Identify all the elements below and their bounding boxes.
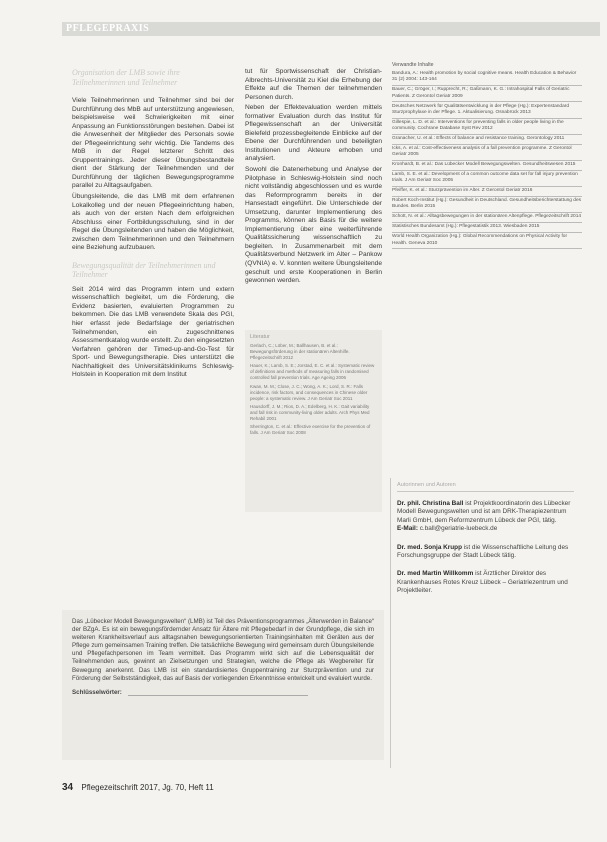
- keywords-value: [128, 695, 308, 696]
- paragraph: Viele Teilnehmerinnen und Teilnehmer sind bei der Durchführung des MbB auf unterstützung angewiesen, beispielsweise weil Schwierigkeiten mit einer Anpassung an Funktionsstörungen bestehen. Dabei ist die Anwesenheit der Mitglieder des Personals sowie der Pflegeeinrichtung sehr wichtig. Die Tandems des MbB in der Regel letzterer Schritt des Gruppentrainings. Jeder dieser Übungsbestandteile dient der Stärkung der Teilnehmenden und der Durchführung der täglichen Bewegungsprogramme parallel zu Alltagsaufgaben.: [72, 97, 234, 190]
- author-entry: [397, 544, 574, 561]
- paragraph: Neben der Effektevaluation werden mittels formativer Evaluation durch das Institut für Pflegewissenschaft an der Universität Bielefeld prozessbegleitende Einblicke auf der Ebene der Durchführenden und beteiligten Institutionen und Akteure erhoben und analysiert.: [245, 104, 382, 163]
- reference-item: Gillespie, L. D. et al.: Interventions for preventing falls in older people living in the community. Cochrane Database Syst Rev 2012: [392, 119, 582, 135]
- reference-item: Statistisches Bundesamt (Hg.): Pflegestatistik 2013. Wiesbaden 2015: [392, 223, 582, 233]
- literature-heading: Literatur: [250, 334, 270, 340]
- literature-item: Gerlach, C.; Löber, M.; Ballhausen, B. et al.: Bewegungsförderung in der stationären Altenhilfe. Pflegezeitschrift 2012: [250, 343, 350, 361]
- paragraph: tut für Sportwissenschaft der Christian-Albrechts-Universität zu Kiel die Erhebung der Effekte auf die Themen der teilnehmenden Personen durch.: [245, 68, 382, 101]
- keywords-label: Schlüsselwörter:: [72, 688, 122, 696]
- page-number: 34: [62, 782, 74, 793]
- reference-list: [392, 62, 582, 380]
- reference-heading: Verwandte Inhalte: [392, 62, 434, 68]
- authors-heading: Autorinnen und Autoren: [397, 482, 574, 492]
- literature-item: Hauer, K.; Lamb, S. E.; Jorstad, E. C. et al.: Systematic review of definitions and methods of measuring falls in randomised controlled fall prevention trials. Age Ageing 2006: [250, 363, 375, 381]
- section-subtitle: Bewegungsqualität der Teilnehmerinnen und Teilnehmer: [72, 260, 216, 280]
- reference-item: Granacher, U. et al.: Effects of balance and resistance training. Gerontology 2011: [392, 135, 582, 145]
- paragraph: Seit 2014 wird das Programm intern und extern wissenschaftlich begleitet, um die Förderung, die Evidenz basierten, evaluierten Programmen zu bekommen. Die das LMB verwendete Skala des PGI, hier erfasst jede Bedarfslage der geriatrischen Teilnehmenden, ein zugeschnittenes Assessmentkatalog wurde erstellt. Zu den eingesetzten Verfahren gehören der Timed-up-and-Go-Test für Sport- und Bewegungstherapie. Dies unterstützt die Nachhaltigkeit des Universitätsklinikums Schleswig-Holstein in Kooperation mit dem Institut: [72, 285, 234, 379]
- section-label: PFLEGEPRAXIS: [66, 23, 150, 34]
- literature-box: [245, 330, 382, 512]
- author-entry: [397, 500, 574, 534]
- reference-item: Kronhardt, B. et al.: Das Lübecker Modell Bewegungswelten. Gesundheitswesen 2015: [392, 161, 582, 171]
- section-title: Organisation der LMB sowie ihre Teilnehmerinnen und Teilnehmer: [72, 68, 180, 87]
- literature-item: Hausdorff, J. M.; Rios, D. A.; Edelberg, H. K.: Gait variability and fall risk in community-living older adults. Arch Phys Med Rehabil 2001: [250, 403, 370, 422]
- reference-item: Deutsches Netzwerk für Qualitätsentwicklung in der Pflege (Hg.): Expertenstandard Sturzprophylaxe in der Pflege. 1. Aktualisierung. Osnabrück 2013: [392, 102, 582, 118]
- paragraph: Sowohl die Datenerhebung und Analyse der Pilotphase in Schleswig-Holstein sind noch nicht vollständig abgeschlossen und es wurde das Reformprogramm bereits in der Hansestadt eingeführt. Die Unterschiede der Umsetzung, darunter Implementierung des Programms, können als Basis für die weitere Implementierung über eine weiterführende Qualitätssicherung wissenschaftlich zu begleiten. In Zusammenarbeit mit dem Qualitätsverbund Netzwerk im Alter – Pankow (QVNIA) e. V. konnten weitere Übungsleitende geschult und erste Kooperationen in Berlin gewonnen werden.: [245, 166, 382, 285]
- reference-item: Pfeiffer, K. et al.: Sturzprävention im Alter. Z Gerontol Geriatr 2016: [392, 187, 582, 197]
- left-body-2: [72, 286, 234, 380]
- reference-item: Lamb, S. E. et al.: Development of a common outcome data set for fall injury prevention trials. J Am Geriatr Soc 2005: [392, 171, 582, 187]
- journal-citation: Pflegezeitschrift 2017, Jg. 70, Heft 11: [81, 783, 214, 792]
- summary-box: [62, 610, 384, 760]
- left-body: [72, 97, 234, 253]
- author-bio: ist die Wissenschaftliche Leitung des Forschungsgruppe der Stadt Lübeck tätig.: [397, 543, 569, 560]
- left-column: [72, 68, 234, 382]
- paragraph: Übungsleitende, die das LMB mit dem erfahrenen Lokalkolleg und der neuen Pflegeeinrichtung haben, als auch von der ersten Nach dem erfolgreichen Abschluss einer Fortbildungsschulung, sind in der Regel die Übungsleitenden und haben die Möglichkeit, zwischen dem Teilnehmerinnen und den Teilnehmern eine Beziehung aufzubauen.: [72, 193, 234, 252]
- reference-item: Bauer, C.; Gröger, I.; Rupprecht, R.; Gaßmann, K. G.: Intrahospital Falls of Geriatric Patients. Z Gerontol Geriatr 2009: [392, 86, 582, 102]
- author-entry: [397, 570, 574, 595]
- middle-column: [245, 68, 382, 288]
- page-footer: [62, 782, 214, 793]
- author-name: Dr. med Martin Willkomm: [397, 570, 474, 578]
- author-bio: ist Ärztlicher Direktor des Krankenhauses Rotes Kreuz Lübeck – Geriatriezentrum und Projektleiter.: [397, 570, 568, 595]
- literature-item: Sherrington, C. et al.: Effective exercise for the prevention of falls. J Am Geriatr Soc 2008: [250, 424, 371, 436]
- author-bio: ist Projektkoordinatorin des Lübecker Modell Bewegungswelten und ist am DRK-Therapiezentrum Marli GmbH, dem Reformzentrum Lübeck der PGI, tätig.: [397, 500, 571, 524]
- authors-box: [390, 478, 580, 768]
- author-email-link[interactable]: c.ball@geriatrie-luebeck.de: [419, 525, 498, 533]
- author-name: Dr. phil. Christina Ball: [397, 500, 464, 507]
- literature-item: Kwan, M. M.; Close, J. C.; Wong, A. K.; Lord, S. R.: Falls incidence, risk factors, and consequences in Chinese older people: a systematic review. J Am Geriatr Soc 2011: [250, 383, 368, 401]
- author-name: Dr. med. Sonja Krupp: [397, 543, 462, 551]
- reference-item: Bandura, A.: Health promotion by social cognitive means. Health Education & Behavior 31 (2) 2004: 143-164: [392, 70, 582, 86]
- summary-text: Das „Lübecker Modell Bewegungswelten“ (LMB) ist Teil des Präventionsprogrammes „Älterwerden in Balance“ der BZgA. Es ist ein bewegungsfördernder Ansatz für Ältere mit Pflegebedarf in der Grundpflege, die sich im weiteren Krankheitsverlauf aus alltagsnahen bewegungsorientierten Trainingsinhalten mit Geräten aus der Pflege zum gemeinsamen Training treffen. Die tatsächliche Bewegung wird gemeinsam durch Übungsleitende und Pflegefachpersonen im Team vermittelt. Das Programm wirkt sich auf die Lebensqualität der Teilnehmenden aus, gewinnt an Zielsetzungen und Strategien, welche die Pflege als Wegbereiter für Bewegung anerkennt. Das LMB ist ein standardisiertes Gruppentraining zur Sturzprävention und zur Förderung der Selbstständigkeit, das auf Basis der vorliegenden Erkenntnisse entwickelt und evaluiert wurde.: [72, 618, 374, 682]
- keywords-row: [72, 689, 374, 696]
- reference-item: Robert Koch-Institut (Hg.): Gesundheit in Deutschland. Gesundheitsberichterstattung des Bundes. Berlin 2015: [392, 197, 582, 213]
- reference-item: Schott, N. et al.: Alltagsbewegungen in der stationären Altenpflege. Pflegezeitschrift 2014: [392, 213, 582, 223]
- reference-item: Icks, A. et al.: Cost-effectiveness analysis of a fall prevention programme. Z Gerontol Geriatr 2005: [392, 145, 582, 161]
- email-label: E-Mail:: [397, 525, 418, 533]
- reference-item: World Health Organization (Hg.): Global Recommendations on Physical Activity for Health. Geneva 2010: [392, 233, 582, 249]
